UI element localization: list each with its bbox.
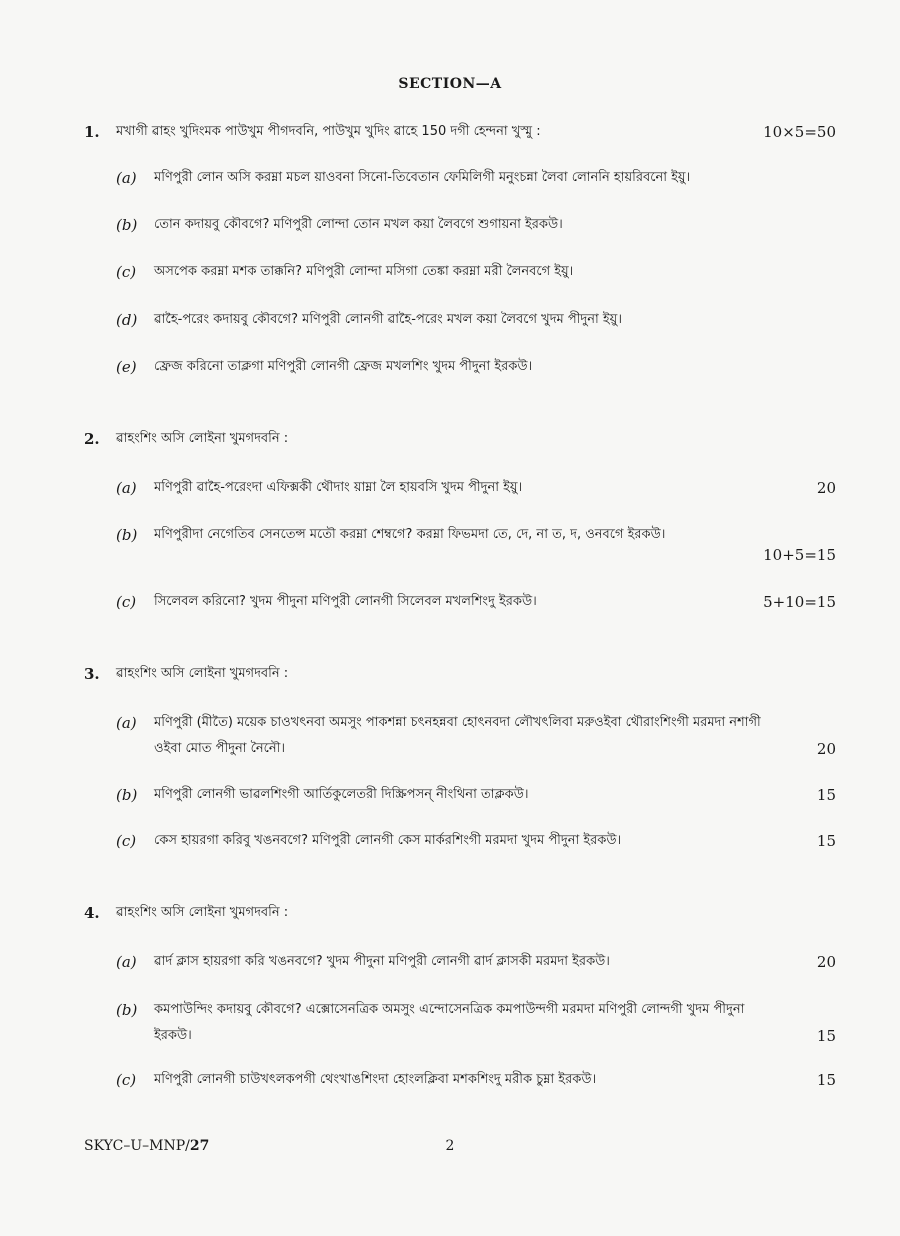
sub-question-1d: [116, 307, 836, 333]
question-marks: 10×5=50: [763, 123, 836, 141]
sub-label: (a): [116, 953, 137, 971]
sub-marks: 15: [816, 832, 836, 850]
sub-label: (a): [116, 479, 137, 497]
sub-question-3b: [116, 782, 836, 808]
question-text: ৱাহংশিং অসি লোইনা খুমগদবনি :: [116, 905, 289, 920]
sub-label: (e): [116, 358, 137, 376]
sub-marks: 20: [816, 740, 836, 758]
sub-text: সিলেবল করিনো? খুদম পীদুনা মণিপুরী লোনগী সিলেবল মখলশিংদু ইরকউ।: [154, 594, 537, 609]
sub-text: মণিপুরী লোনগী চাউখৎলকপগী থেংখাঙশিংদা হোংলক্লিবা মশকশিংদু মরীক চুম্না ইরকউ।: [154, 1072, 597, 1087]
question-number: 3.: [84, 665, 100, 683]
sub-question-2a: [116, 475, 836, 501]
sub-question-4b: [116, 997, 836, 1049]
sub-label: (c): [116, 263, 137, 281]
sub-text: অসপেক করম্না মশক তাক্কনি? মণিপুরী লোন্দা মসিগা তেঙ্কা করম্না মরী লৈনবগে ইয়ু।: [154, 264, 574, 279]
sub-text: মণিপুরী ৱাহৈ-পরেংদা এফিক্সকী থৌদাং য়াম্না লৈ হায়বসি খুদম পীদুনা ইয়ু।: [154, 480, 523, 495]
question-number: 2.: [84, 430, 100, 448]
sub-label: (b): [116, 1001, 138, 1019]
sub-question-2b: [116, 522, 836, 564]
sub-marks: 10+5=15: [763, 546, 836, 564]
sub-question-1e: [116, 354, 836, 380]
sub-text: কেস হায়রগা করিবু খঙনবগে? মণিপুরী লোনগী কেস মার্করশিংগী মরমদা খুদম পীদুনা ইরকউ।: [154, 833, 622, 848]
sub-label: (c): [116, 593, 137, 611]
sub-text: ৱাহৈ-পরেং কদায়বু কৌবগে? মণিপুরী লোনগী ৱাহৈ-পরেং মখল কয়া লৈবগে খুদম পীদুনা ইয়ু।: [154, 312, 622, 327]
sub-text: মণিপুরী (মীতৈ) ময়েক চাওখৎনবা অমসুং পাকশন্না চৎনহন্নবা হোৎনবদা লৌখৎলিবা মরুওইবা থৌরাংশিংগী মরমদা নশাগী ওইবা মোত পীদুনা নৈনৌ।: [154, 715, 761, 756]
sub-marks: 15: [816, 786, 836, 804]
page-number: 2: [445, 1138, 455, 1154]
sub-label: (a): [116, 169, 137, 187]
sub-marks: 20: [816, 479, 836, 497]
sub-text: কমপাউন্দিং কদায়বু কৌবগে? এক্সোসেনত্রিক অমসুং এন্দোসেনত্রিক কমপাউন্দগী মরমদা মণিপুরী লোন্দগী খুদম পীদুনা ইরকউ।: [154, 1002, 745, 1043]
question-text: মখাগী ৱাহং খুদিংমক পাউখুম পীগদবনি, পাউখুম খুদিং ৱাহে 150 দগী হেন্দনা খুস্মু :: [116, 124, 541, 139]
sub-question-1a: [116, 165, 836, 191]
sub-marks: 15: [816, 1027, 836, 1045]
section-title: SECTION—A: [398, 76, 502, 92]
question-text: ৱাহংশিং অসি লোইনা খুমগদবনি :: [116, 666, 289, 681]
sub-question-4c: [116, 1067, 836, 1093]
sub-question-2c: [116, 589, 836, 615]
question-text: ৱাহংশিং অসি লোইনা খুমগদবনি :: [116, 431, 289, 446]
sub-label: (a): [116, 714, 137, 732]
sub-label: (c): [116, 1071, 137, 1089]
sub-text: মণিপুরী লোনগী ভাৱলশিংগী আর্তিকুলেতরী দিস্ক্রিপসন্ নীংথিনা তাক্লকউ।: [154, 787, 529, 802]
sub-label: (b): [116, 216, 138, 234]
sub-question-1b: [116, 212, 836, 238]
question-number: 1.: [84, 123, 100, 141]
question-number: 4.: [84, 904, 100, 922]
paper-code-number: 27: [189, 1138, 210, 1154]
sub-marks: 5+10=15: [763, 593, 836, 611]
sub-text: তোন কদায়বু কৌবগে? মণিপুরী লোন্দা তোন মখল কয়া লৈবগে শুগায়না ইরকউ।: [154, 217, 563, 232]
sub-text: মণিপুরী লোন অসি করম্না মচল য়াওবনা সিনো-তিবেতান ফেমিলিগী মনুংচন্না লৈবা লোননি হায়রিবনো ইয়ু।: [154, 170, 691, 185]
sub-text: মণিপুরীদা নেগেতিব সেনতেন্স মতৌ করম্না শেম্বগে? করম্না ফিভমদা তে, দে, না ত, দ, ওনবগে ইরকউ।: [154, 527, 666, 542]
sub-text: ফ্রেজ করিনো তাক্লগা মণিপুরী লোনগী ফ্রেজ মখলশিং খুদম পীদুনা ইরকউ।: [154, 359, 533, 374]
sub-text: ৱার্দ ক্লাস হায়রগা করি খঙনবগে? খুদম পীদুনা মণিপুরী লোনগী ৱার্দ ক্লাসকী মরমদা ইরকউ।: [154, 954, 610, 969]
sub-question-4a: [116, 949, 836, 975]
sub-label: (c): [116, 832, 137, 850]
sub-label: (b): [116, 786, 138, 804]
sub-label: (b): [116, 526, 138, 544]
sub-marks: 15: [816, 1071, 836, 1089]
sub-question-1c: [116, 259, 836, 285]
sub-question-3a: [116, 710, 836, 762]
paper-code-prefix: SKYC–U–MNP/: [84, 1138, 190, 1154]
sub-marks: 20: [816, 953, 836, 971]
sub-label: (d): [116, 311, 138, 329]
sub-question-3c: [116, 828, 836, 854]
